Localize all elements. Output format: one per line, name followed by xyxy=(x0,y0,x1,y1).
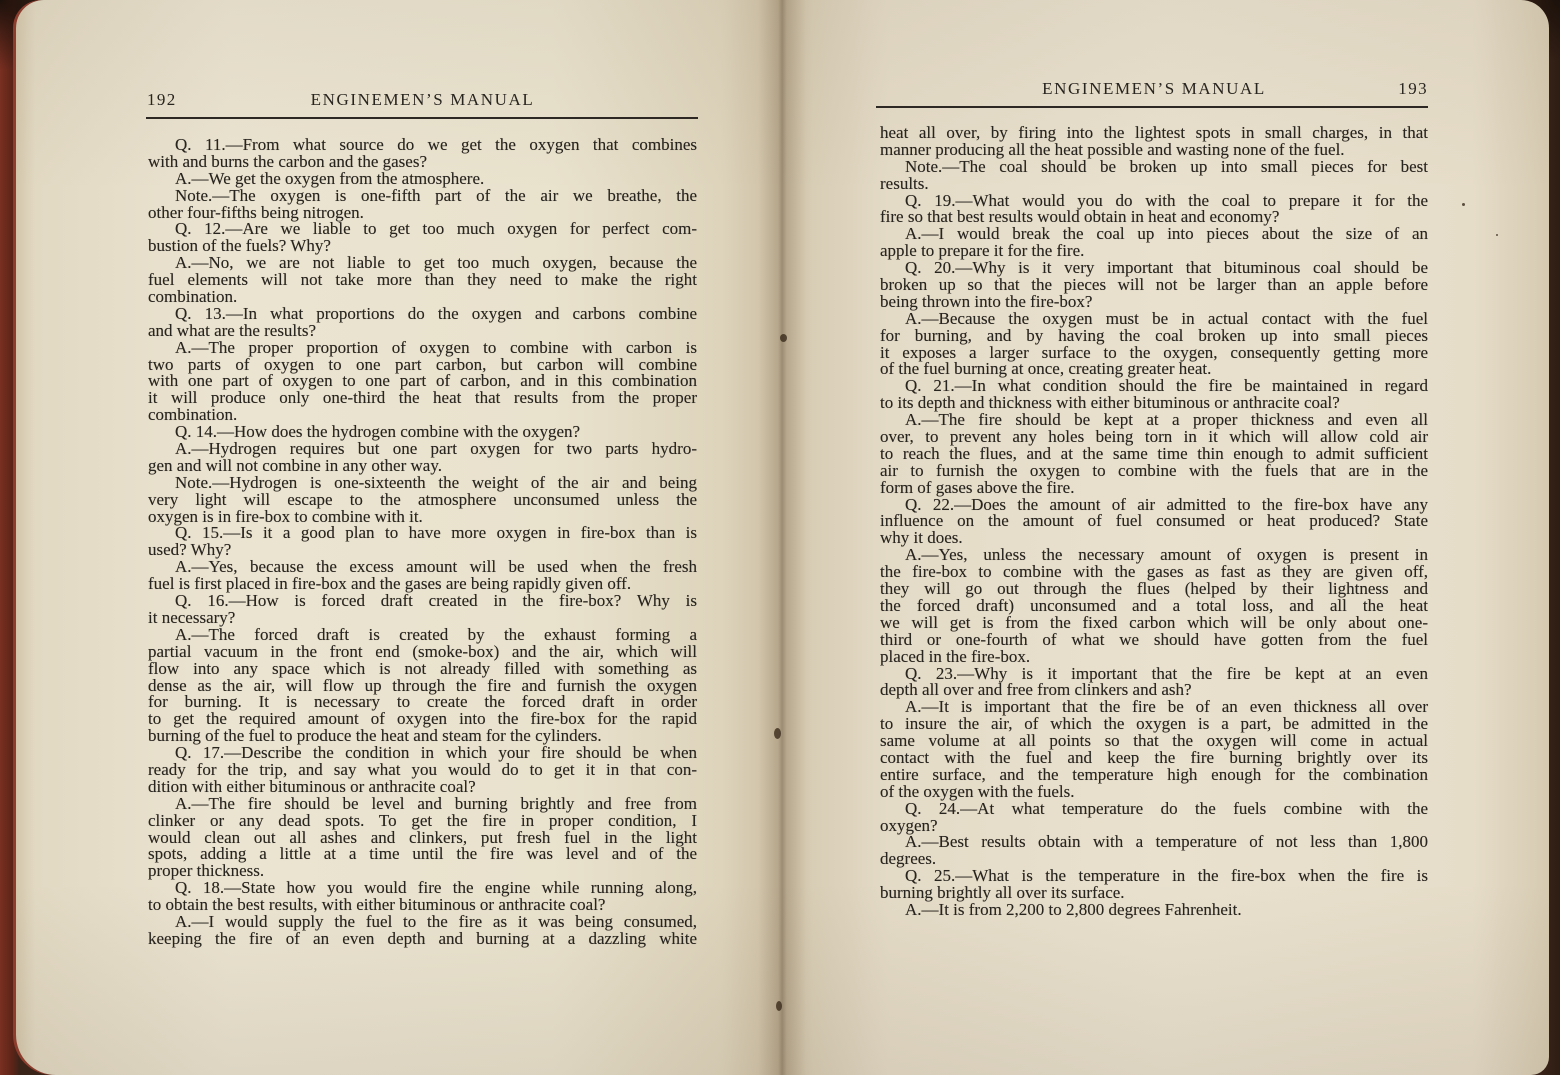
text-line: and what are the results? xyxy=(148,320,317,340)
paragraph xyxy=(148,880,697,914)
paragraph xyxy=(148,624,697,746)
text-line: A.—Because the oxygen must be in actual contact with the fuel xyxy=(905,308,1428,328)
text-line: A.—It is important that the fire be of an even thickness all over xyxy=(905,697,1428,717)
text-line: Q. 17.—Describe the condition in which your fire should be when xyxy=(175,743,697,763)
text-line: spots, adding a little at a time until the fire was level and of the xyxy=(148,844,697,864)
ink-speck xyxy=(1496,234,1498,236)
text-line: dition with either bituminous or anthracite coal? xyxy=(148,776,476,796)
paragraph xyxy=(148,337,697,425)
left-page-text xyxy=(148,137,697,948)
paragraph xyxy=(880,156,1428,193)
text-line: Note.—The coal should be broken up into small pieces for best xyxy=(905,156,1428,176)
text-line: Q. 12.—Are we liable to get too much oxygen for perfect com- xyxy=(175,219,697,239)
text-line: burning of the fuel to produce the heat and steam for the cylinders. xyxy=(148,726,602,746)
text-line: Note.—The oxygen is one-fifth part of the air we breathe, the xyxy=(175,185,697,205)
paragraph xyxy=(148,472,697,526)
text-line: flow into any space which is not already filled with something as xyxy=(148,658,697,678)
text-line: Q. 18.—State how you would fire the engine while running along, xyxy=(175,878,697,898)
paragraph xyxy=(148,525,697,559)
text-line: A.—The fire should be level and burning brightly and free from xyxy=(175,793,697,813)
text-line: combination. xyxy=(148,287,238,307)
text-line: A.—It is from 2,200 to 2,800 degrees Fahrenheit. xyxy=(905,899,1242,919)
text-line: air to furnish the oxygen to combine with the fuels that are in the xyxy=(880,460,1428,480)
text-line: A.—Hydrogen requires but one part oxygen for two parts hydro- xyxy=(175,439,697,459)
text-line: it necessary? xyxy=(148,607,236,627)
text-line: influence on the amount of fuel consumed or heat produced? State xyxy=(880,511,1428,531)
paragraph xyxy=(148,559,697,593)
text-line: A.—Best results obtain with a temperature of not less than 1,800 xyxy=(905,832,1428,852)
text-line: proper thickness. xyxy=(148,861,265,881)
text-line: the forced draft) unconsumed and a total loss, and all the heat xyxy=(880,595,1428,615)
paragraph xyxy=(880,798,1428,835)
text-line: of the fuel burning at once, creating greater heat. xyxy=(880,359,1212,379)
page-number: 193 xyxy=(1398,79,1428,98)
text-line: apple to prepare it for the fire. xyxy=(880,241,1085,261)
text-line: gen and will not combine in any other way. xyxy=(148,455,442,475)
right-page xyxy=(782,0,1549,1075)
paragraph xyxy=(880,834,1428,868)
paragraph xyxy=(148,255,697,306)
paragraph xyxy=(880,899,1428,919)
text-line: of the oxygen with the fuels. xyxy=(880,781,1075,801)
paragraph xyxy=(880,125,1428,159)
text-line: dense as the air, will flow up through the fire and furnish the oxygen xyxy=(148,675,697,695)
text-line: Q. 15.—Is it a good plan to have more oxygen in fire-box than is xyxy=(175,523,697,543)
text-line: the fire-box to combine with the gases as fast as they are given off, xyxy=(880,562,1428,582)
gutter-shadow xyxy=(758,0,806,1075)
text-line: Q. 20.—Why is it very important that bituminous coal should be xyxy=(905,258,1428,278)
text-line: third or one-fourth of what we should have gotten from the fuel xyxy=(880,629,1428,649)
paragraph xyxy=(148,593,697,627)
text-line: over, to prevent any holes being torn in it which will allow cold air xyxy=(880,427,1428,447)
text-line: depth all over and free from clinkers and ash? xyxy=(880,680,1192,700)
text-line: fuel elements will not take more than they need to make the right xyxy=(148,270,697,290)
text-line: A.—The fire should be kept at a proper thickness and even all xyxy=(905,410,1428,430)
text-line: two parts of oxygen to one part carbon, but carbon will combine xyxy=(148,354,697,374)
text-line: same volume at all points so that the oxygen will come in actual xyxy=(880,731,1428,751)
text-line: Q. 25.—What is the temperature in the fire-box when the fire is xyxy=(905,866,1428,886)
text-line: for burning. It is necessary to create the forced draft in order xyxy=(148,692,697,712)
text-line: Q. 11.—From what source do we get the oxygen that combines xyxy=(175,135,697,154)
text-line: burning brightly all over its surface. xyxy=(880,883,1125,903)
running-title: ENGINEMEN’S MANUAL xyxy=(310,90,535,109)
text-line: fuel is first placed in fire-box and the gases are being rapidly given off. xyxy=(148,574,632,594)
text-line: broken up so that the pieces will not be larger than an apple before xyxy=(880,275,1428,295)
text-line: to insure the air, of which the oxygen is a part, be admitted in the xyxy=(880,714,1428,734)
paragraph xyxy=(148,221,697,255)
paragraph xyxy=(880,412,1428,496)
text-line: oxygen is in fire-box to combine with it. xyxy=(148,506,423,526)
paragraph xyxy=(880,308,1428,379)
text-line: Q. 23.—Why is it important that the fire be kept at an even xyxy=(905,663,1428,683)
text-line: other four-fifths being nitrogen. xyxy=(148,202,364,222)
running-title: ENGINEMEN’S MANUAL xyxy=(1042,79,1266,98)
text-line: A.—The proper proportion of oxygen to combine with carbon is xyxy=(175,337,697,357)
text-line: being thrown into the fire-box? xyxy=(880,291,1093,311)
text-line: degrees. xyxy=(880,849,937,869)
paragraph xyxy=(148,745,697,796)
text-line: Q. 24.—At what temperature do the fuels combine with the xyxy=(905,798,1428,818)
text-line: A.—Yes, unless the necessary amount of oxygen is present in xyxy=(905,545,1428,565)
paragraph xyxy=(880,699,1428,800)
ink-speck xyxy=(774,728,781,739)
text-line: Q. 16.—How is forced draft created in the fire-box? Why is xyxy=(175,591,697,611)
text-line: Note.—Hydrogen is one-sixteenth the weight of the air and being xyxy=(175,472,697,492)
header-rule xyxy=(146,117,698,119)
text-line: used? Why? xyxy=(148,540,232,560)
paragraph xyxy=(880,868,1428,902)
left-page xyxy=(16,0,782,1075)
paragraph xyxy=(880,378,1428,412)
text-line: A.—I would supply the fuel to the fire as it was being consumed, xyxy=(175,911,697,931)
text-line: combination. xyxy=(148,405,238,425)
page-number: 192 xyxy=(147,90,177,109)
text-line: Q. 21.—In what condition should the fire be maintained in regard xyxy=(905,376,1428,396)
paragraph xyxy=(880,663,1428,700)
text-line: form of gases above the fire. xyxy=(880,477,1075,497)
text-line: very light will escape to the atmosphere unconsumed unless the xyxy=(148,489,697,509)
text-line: entire surface, and the temperature high enough for the combination xyxy=(880,764,1428,784)
text-line: placed in the fire-box. xyxy=(880,646,1031,666)
text-line: for burning, and by having the coal broken up into small pieces xyxy=(880,325,1428,345)
paragraph xyxy=(880,226,1428,260)
text-line: why it does. xyxy=(880,528,963,548)
right-page-text xyxy=(880,125,1428,919)
ink-speck xyxy=(780,334,787,342)
ink-speck xyxy=(1462,203,1465,206)
text-line: to reach the flues, and at the same time thin enough to admit sufficient xyxy=(880,443,1428,463)
text-line: bustion of the fuels? Why? xyxy=(148,236,331,256)
text-line: to its depth and thickness with either bituminous or anthracite coal? xyxy=(880,393,1340,413)
text-line: we will get is from the fixed carbon which will be only about one- xyxy=(880,612,1428,632)
text-line: Q. 13.—In what proportions do the oxygen and carbons combine xyxy=(175,303,697,323)
text-line: A.—The forced draft is created by the exhaust forming a xyxy=(175,624,697,644)
text-line: it will produce only one-third the heat that results from the proper xyxy=(148,388,697,408)
text-line: oxygen? xyxy=(880,815,938,835)
text-line: with one part of oxygen to one part of carbon, and in this combination xyxy=(148,371,697,391)
text-line: to obtain the best results, with either bituminous or anthracite coal? xyxy=(148,895,606,915)
text-line: ready for the trip, and say what you would do to get it in that con- xyxy=(148,759,697,779)
text-line: A.—I would break the coal up into pieces about the size of an xyxy=(905,224,1428,244)
paragraph xyxy=(880,494,1428,548)
paragraph xyxy=(148,441,697,475)
text-line: they will go out through the flues (helped by their lightness and xyxy=(880,579,1428,599)
text-line: A.—No, we are not liable to get too much oxygen, because the xyxy=(175,253,697,273)
paragraph xyxy=(148,303,697,340)
text-line: keeping the fire of an even depth and burning at a dazzling white xyxy=(148,928,697,948)
text-line: it exposes a larger surface to the oxygen, consequently getting more xyxy=(880,342,1428,362)
text-line: Q. 14.—How does the hydrogen combine with the oxygen? xyxy=(175,422,581,442)
text-line: clinker or any dead spots. To get the fire in proper condition, I xyxy=(148,810,697,830)
text-line: A.—Yes, because the excess amount will be used when the fresh xyxy=(175,557,697,577)
text-line: to get the required amount of oxygen into the fire-box for the rapid xyxy=(148,709,697,729)
paragraph xyxy=(148,137,697,171)
paragraph xyxy=(148,911,697,948)
paragraph xyxy=(880,190,1428,227)
text-line: fire so that best results would obtain in heat and economy? xyxy=(880,207,1280,227)
text-line: would clean out all ashes and clinkers, put fresh fuel in the light xyxy=(148,827,697,847)
text-line: contact with the fuel and keep the fire burning brightly over its xyxy=(880,747,1428,767)
ink-speck xyxy=(776,1001,782,1011)
text-line: heat all over, by firing into the lightest spots in small charges, in that xyxy=(880,123,1428,142)
text-line: with and burns the carbon and the gases? xyxy=(148,151,427,171)
text-line: partial vacuum in the front end (smoke-box) and the air, which will xyxy=(148,641,697,661)
text-line: Q. 19.—What would you do with the coal to prepare it for the xyxy=(905,190,1428,210)
paragraph xyxy=(880,260,1428,311)
text-line: manner producing all the heat possible and wasting none of the fuel. xyxy=(880,139,1345,159)
text-line: A.—We get the oxygen from the atmosphere. xyxy=(175,168,485,188)
text-line: results. xyxy=(880,173,929,193)
paragraph xyxy=(148,185,697,222)
paragraph xyxy=(148,793,697,881)
text-line: Q. 22.—Does the amount of air admitted to the fire-box have any xyxy=(905,494,1428,514)
header-rule xyxy=(876,106,1428,108)
paragraph xyxy=(880,547,1428,665)
